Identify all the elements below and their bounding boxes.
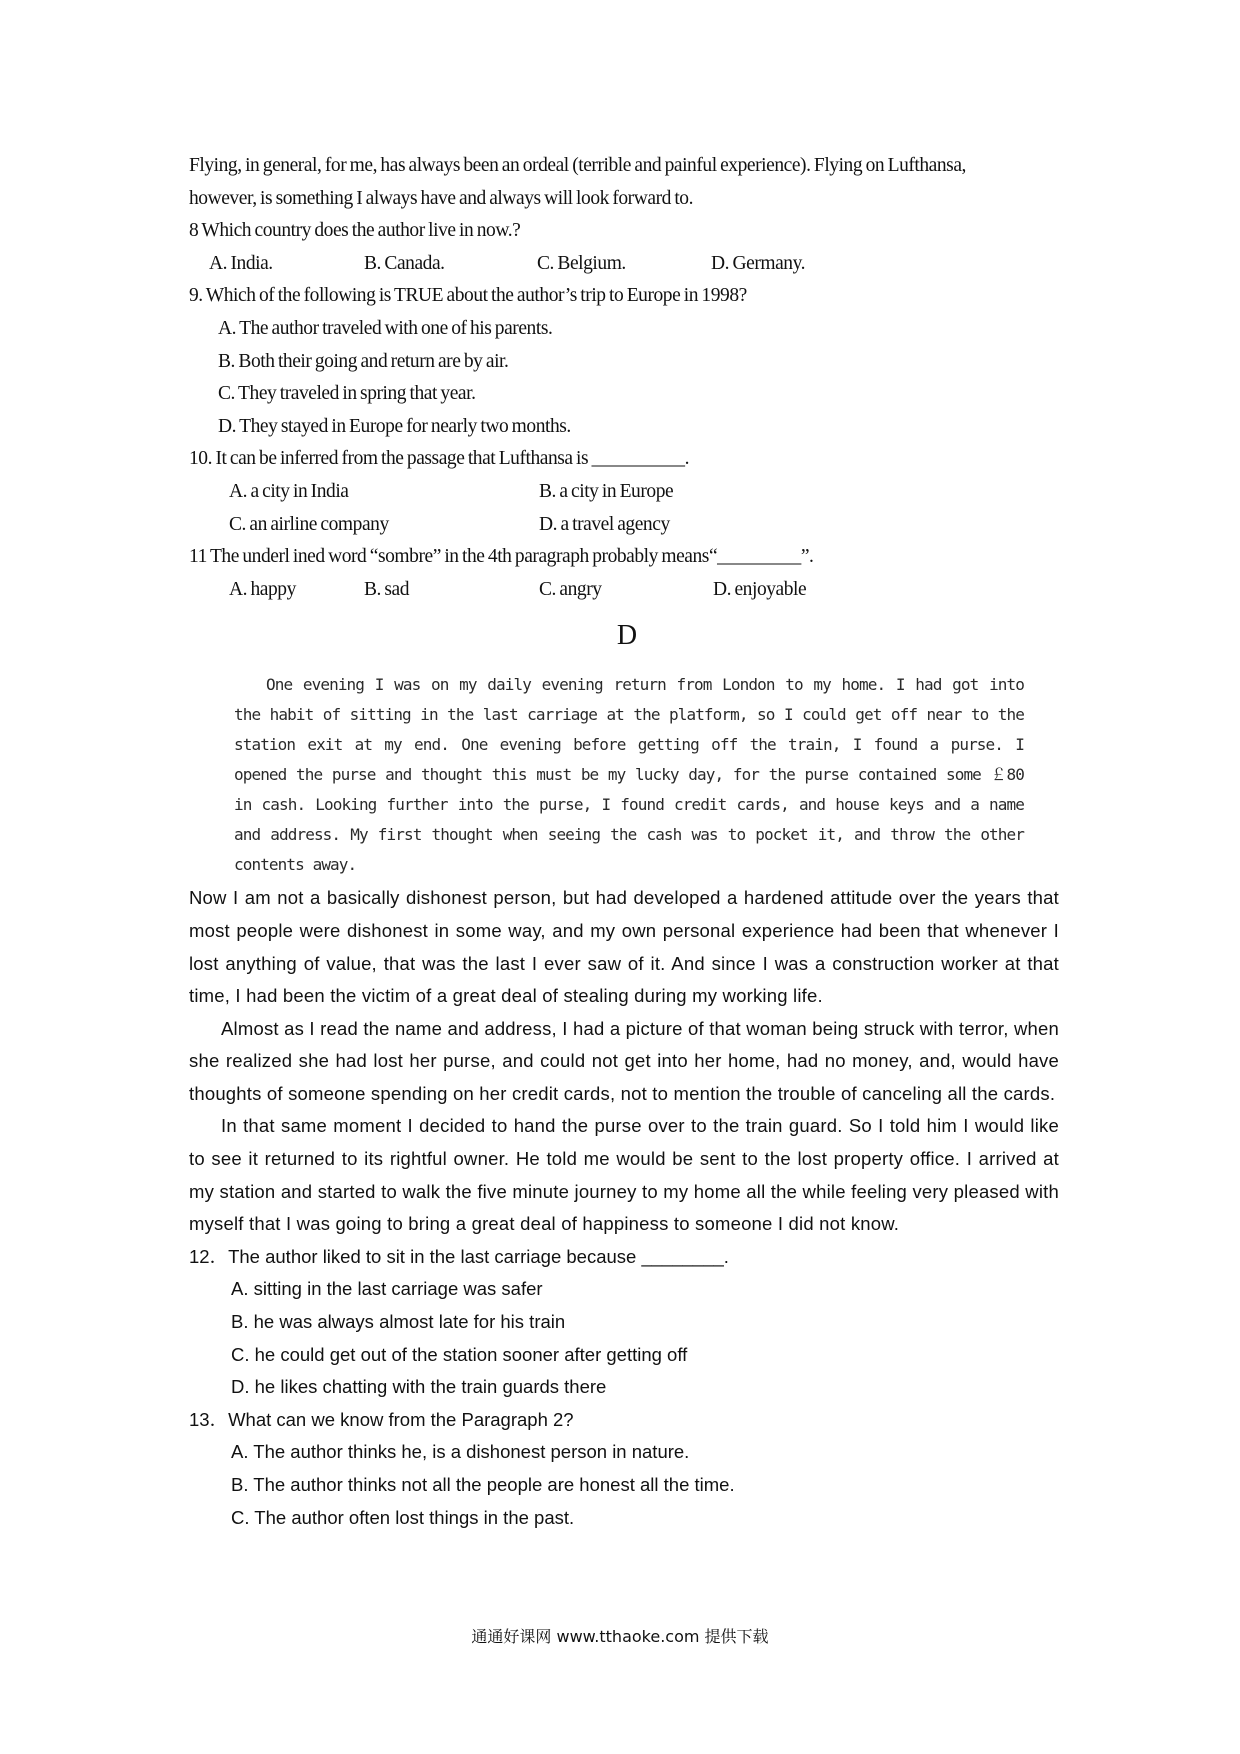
question-11-options xyxy=(189,574,1059,607)
passage-d-paragraph-4: In that same moment I decided to hand the purse over to the train guard. So I told him I would like to see it returned to its rightful owner. He told me would be sent to the lost property office. I arrived at my station and started to walk the five minute journey to my home all the while feeling very pleased with myself that I was going to bring a great deal of happiness to someone I did not know. xyxy=(189,1115,1059,1235)
option-d: D. They stayed in Europe for nearly two months. xyxy=(218,415,571,437)
option-d: D. Germany. xyxy=(711,252,806,274)
option-d: D. a travel agency xyxy=(539,513,670,535)
question-9: 9. Which of the following is TRUE about the author’s trip to Europe in 1998? xyxy=(189,285,747,307)
option-a: A. happy xyxy=(229,578,296,600)
option-d: D. enjoyable xyxy=(713,578,807,600)
option-d: D. he likes chatting with the train guards there xyxy=(231,1376,607,1398)
option-a: A. India. xyxy=(209,252,273,274)
option-b: B. he was always almost late for his train xyxy=(231,1311,566,1333)
question-8-options xyxy=(189,248,1059,281)
question-8: 8 Which country does the author live in now.? xyxy=(189,220,521,242)
passage-c-line: Flying, in general, for me, has always been an ordeal (terrible and painful experience). Flying on Lufthansa, xyxy=(189,155,966,176)
option-b: B. sad xyxy=(364,578,410,600)
question-10-options-row2 xyxy=(189,509,1059,542)
option-a: A. The author traveled with one of his parents. xyxy=(218,317,553,339)
option-c: C. an airline company xyxy=(229,513,389,535)
question-12: 12．The author liked to sit in the last carriage because ________. xyxy=(189,1245,729,1267)
option-c: C. They traveled in spring that year. xyxy=(218,383,476,405)
passage-d-paragraph-1: One evening I was on my daily evening return from London to my home. I had got into the habit of sitting in the last carriage at the platform, so I could get off near to the station exit at my end. One evening before getting off the train, I found a purse. I opened the purse and thought this must be my lucky day, for the purse contained some ￡80 in cash. Looking further into the purse, I found credit cards, and house keys and a name and address. My first thought when seeing the cash was to pocket it, and throw the other contents away. xyxy=(234,675,1024,875)
section-title: D xyxy=(616,620,638,652)
page-content xyxy=(189,150,1059,1534)
option-c: C. he could get out of the station sooner after getting off xyxy=(231,1343,688,1365)
option-b: B. Canada. xyxy=(364,252,445,274)
page-footer: 通通好课网 www.tthaoke.com 提供下载 xyxy=(471,1627,769,1646)
option-c: C. The author often lost things in the past. xyxy=(231,1506,575,1528)
option-c: C. Belgium. xyxy=(537,252,626,274)
option-a: A. a city in India xyxy=(229,480,349,502)
question-13: 13．What can we know from the Paragraph 2? xyxy=(189,1408,574,1430)
option-b: B. The author thinks not all the people are honest all the time. xyxy=(231,1474,735,1495)
question-11: 11 The underl ined word “sombre” in the 4th paragraph probably means“_________”. xyxy=(189,546,814,568)
question-10-options-row1 xyxy=(189,476,1059,509)
option-a: A. sitting in the last carriage was safer xyxy=(231,1278,543,1300)
passage-d-paragraph-2: Now I am not a basically dishonest person, but had developed a hardened attitude over the years that most people were dishonest in some way, and my own personal experience had been that whenever I lost anything of value, that was the last I ever saw of it. And since I was a construction worker at that time, I had been the victim of a great deal of stealing during my working life. xyxy=(189,887,1059,1007)
option-a: A. The author thinks he, is a dishonest person in nature. xyxy=(231,1441,690,1463)
option-c: C. angry xyxy=(539,578,602,600)
passage-d-paragraph-3: Almost as I read the name and address, I had a picture of that woman being struck with terror, when she realized she had lost her purse, and could not get into her home, had no money, and, would have thoughts of someone spending on her credit cards, not to mention the trouble of canceling all the cards. xyxy=(189,1017,1059,1104)
option-b: B. Both their going and return are by air. xyxy=(218,350,509,372)
question-10: 10. It can be inferred from the passage that Lufthansa is __________. xyxy=(189,448,689,470)
passage-c-line: however, is something I always have and always will look forward to. xyxy=(189,187,694,209)
option-b: B. a city in Europe xyxy=(539,480,674,502)
passage-d-excerpt xyxy=(234,670,1024,880)
